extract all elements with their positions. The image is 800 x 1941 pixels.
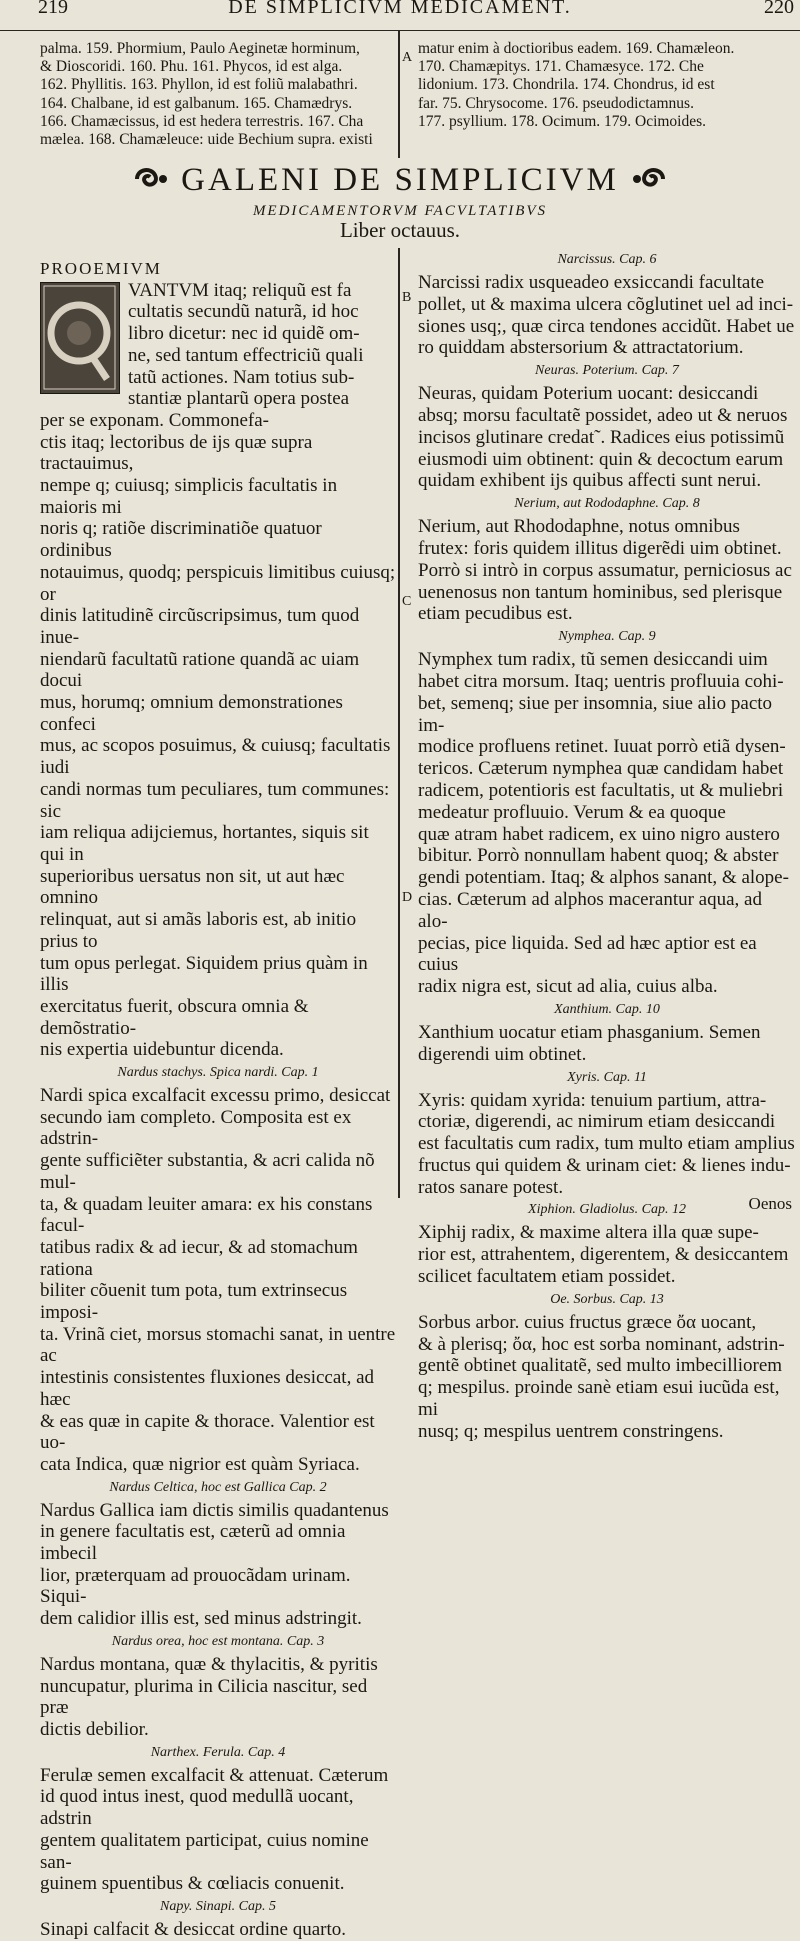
title-main: GALENI DE SIMPLICIVM bbox=[181, 162, 619, 198]
text-line: tatũ actiones. Nam totius sub- bbox=[128, 366, 355, 388]
text-line: cultatis secundũ naturã, id hoc bbox=[128, 301, 359, 323]
text-line: Sinapi calfacit & desiccat ordine quarto. bbox=[40, 1918, 346, 1940]
chapter-heading: Xanthium. Cap. 10 bbox=[554, 1001, 660, 1017]
text-line: etiam pecudibus est. bbox=[418, 603, 573, 625]
text-line: Xanthium uocatur etiam phasganium. Semen bbox=[418, 1021, 761, 1043]
text-line: 177. psyllium. 178. Ocimum. 179. Ocimoides. bbox=[418, 112, 707, 130]
text-line: nusq; q; mespilus uentrem constringens. bbox=[418, 1420, 724, 1442]
text-line: gentẽ obtinet qualitatẽ, sed multo imbecilliorem bbox=[418, 1355, 783, 1377]
chapter-body bbox=[40, 1765, 396, 1895]
text-line: dinis latitudinẽ circũscripsimus, tum quod inue- bbox=[40, 605, 360, 648]
text-line: ne, sed tantum effectriciũ quali bbox=[128, 344, 364, 366]
chapter-heading: Napy. Sinapi. Cap. 5 bbox=[160, 1898, 276, 1914]
text-line: est facultatis cum radix, tum multo etiam amplius bbox=[418, 1133, 795, 1155]
text-line: per se exponam. Commonefa- bbox=[40, 409, 269, 431]
text-line: gente sufficiẽter substantia, & acri calida nõ mul- bbox=[40, 1150, 375, 1193]
index-right bbox=[418, 40, 796, 131]
text-line: Nerium, aut Rhododaphne, notus omnibus bbox=[418, 516, 740, 538]
text-line: ctis itaq; lectoribus de ijs quæ supra tractauimus, bbox=[40, 431, 313, 475]
text-line: q; mespilus. proinde sanè etiam esui iucũda est, mi bbox=[418, 1377, 780, 1421]
text-line: Xyris: quidam xyrida: tenuium partium, attra- bbox=[418, 1089, 767, 1111]
text-line: ta. Vrinã ciet, morsus stomachi sanat, in uentre ac bbox=[40, 1323, 396, 1367]
text-line: secundo iam completo. Composita est ex adstrin- bbox=[40, 1106, 352, 1150]
left-chapters bbox=[40, 1063, 396, 1941]
text-line: Sorbus arbor. cuius fructus græce ὄα uocant, bbox=[418, 1311, 757, 1333]
text-line: uenenosus non tantum hominibus, sed plerisque bbox=[418, 581, 783, 603]
text-line: bet, semenq; siue per insomnia, siue alio pacto im- bbox=[418, 692, 773, 736]
text-line: gendi potentiam. Itaq; & alphos sanant, & alope- bbox=[418, 867, 789, 889]
text-line: quidam exhibent ijs quibus affecti sunt nerui. bbox=[418, 470, 762, 492]
chapter-body bbox=[418, 1022, 796, 1066]
chapter-heading: Narcissus. Cap. 6 bbox=[557, 252, 657, 267]
text-line: nuncupatur, plurima in Cilicia nascitur, sed præ bbox=[40, 1675, 368, 1719]
proem-heading: PROOEMIVM bbox=[40, 259, 162, 278]
text-line: mælea. 168. Chamæleuce: uide Bechium supra. existi bbox=[40, 131, 373, 149]
text-line: Nardi spica excalfacit excessu primo, desiccat bbox=[40, 1085, 391, 1107]
column-rule-top bbox=[398, 30, 400, 158]
text-line: in genere facultatis est, cæterũ ad omnia imbecil bbox=[40, 1521, 346, 1565]
text-line: nis expertia uidebuntur dicenda. bbox=[40, 1039, 284, 1061]
text-line: tatibus radix & ad iecur, & ad stomachum rationa bbox=[40, 1236, 358, 1280]
text-line: habet citra morsum. Itaq; uentris profluuia cohi- bbox=[418, 670, 784, 692]
text-line: 170. Chamæpitys. 171. Chamæsyce. 172. Che bbox=[418, 58, 704, 76]
chapter-heading: Narthex. Ferula. Cap. 4 bbox=[150, 1744, 286, 1760]
proem-text bbox=[40, 280, 396, 1061]
text-line: Xiphij radix, & maxime altera illa quæ supe- bbox=[418, 1222, 759, 1244]
text-line: frutex: foris quidem illitus digerẽdi uim obtinet. bbox=[418, 537, 782, 559]
text-line: rior est, attrahentem, digerentem, & desiccantem bbox=[418, 1244, 789, 1266]
text-line: VANTVM itaq; reliquũ est fa bbox=[128, 279, 352, 301]
text-line: iam reliqua adijciemus, hortantes, siquis sit qui in bbox=[40, 822, 369, 865]
text-line: Nymphex tum radix, tũ semen desiccandi uim bbox=[418, 649, 768, 671]
left-column bbox=[40, 258, 396, 1941]
margin-letter-a: A bbox=[402, 50, 413, 65]
chapter-body bbox=[40, 1654, 396, 1741]
margin-letter-c: C bbox=[402, 594, 412, 609]
text-line: stantiæ plantarũ opera postea bbox=[128, 388, 350, 410]
chapter-body bbox=[418, 1222, 796, 1287]
chapter-heading: Oe. Sorbus. Cap. 13 bbox=[550, 1291, 664, 1307]
text-line: tum opus perlegat. Siquidem prius quàm in illis bbox=[40, 952, 368, 996]
text-line: Neuras, quidam Poterium uocant: desiccandi bbox=[418, 383, 759, 405]
text-line: matur enim à doctioribus eadem. 169. Chamæleon. bbox=[418, 40, 735, 57]
text-line: ro quiddam abstersorium & attractatorium. bbox=[418, 337, 744, 359]
text-line: digerendi uim obtinet. bbox=[418, 1043, 587, 1065]
text-line: cata Indica, quæ nigrior est quàm Syriaca. bbox=[40, 1453, 360, 1475]
text-line: Nardus montana, quæ & thylacitis, & pyritis bbox=[40, 1653, 378, 1675]
text-line: mus, horumq; omnium demonstrationes confeci bbox=[40, 692, 343, 735]
decorated-initial-q bbox=[40, 282, 120, 394]
text-line: lior, præterquam ad prouocãdam urinam. Siqui- bbox=[40, 1564, 351, 1608]
text-line: fructus qui quidem & urinam ciet: & lienes indu- bbox=[418, 1154, 791, 1176]
chapter-heading: Neuras. Poterium. Cap. 7 bbox=[535, 363, 679, 379]
index-left bbox=[40, 40, 390, 149]
text-line: bibitur. Porrò nonnullam habent quoq; & abster bbox=[418, 845, 779, 867]
text-line: tericos. Cæterum nymphea quæ candidam habet bbox=[418, 758, 784, 780]
chapter-heading: Xyris. Cap. 11 bbox=[567, 1069, 647, 1085]
text-line: ta, & quadam leuiter amara: ex his constans facul- bbox=[40, 1193, 373, 1237]
chapter-body bbox=[40, 1500, 396, 1630]
text-line: medeatur profluuio. Verum & ea quoque bbox=[418, 801, 726, 823]
chapter-body bbox=[418, 1090, 796, 1199]
text-line: absq; morsu facultatẽ possidet, adeo ut & neruos bbox=[418, 404, 788, 426]
text-line: pecias, pice liquida. Sed ad hæc aptior est ea cuius bbox=[418, 932, 757, 976]
running-title: DE SIMPLICIVM MEDICAMENT. bbox=[228, 0, 572, 18]
column-rule-main bbox=[398, 248, 400, 1198]
text-line: 166. Chamæcissus, id est hedera terrestris. 167. Cha bbox=[40, 112, 364, 130]
text-line: noris q; ratiõe discriminatiõe quatuor ordinibus bbox=[40, 518, 322, 562]
text-line: lidonium. 173. Chondrila. 174. Chondrus, id est bbox=[418, 76, 715, 94]
catchword: Oenos bbox=[748, 1194, 792, 1213]
running-header bbox=[0, 0, 800, 31]
fleuron-right-icon bbox=[631, 164, 667, 201]
text-line: 162. Phyllitis. 163. Phyllon, id est foliũ malabathri. bbox=[40, 76, 358, 94]
chapter-heading: Nardus stachys. Spica nardi. Cap. 1 bbox=[117, 1065, 319, 1081]
book-title bbox=[0, 162, 800, 201]
chapter-body bbox=[418, 649, 796, 998]
text-line: & Dioscoridi. 160. Phu. 161. Phycos, id est alga. bbox=[40, 58, 343, 76]
text-line: cias. Cæterum ad alphos macerantur aqua, ad alo- bbox=[418, 888, 762, 932]
text-line: scilicet facultatem etiam possidet. bbox=[418, 1266, 676, 1288]
text-line: guinem spuentibus & cœliacis conuenit. bbox=[40, 1873, 345, 1895]
chapter-body bbox=[418, 516, 796, 625]
text-line: incisos glutinare credat˜. Radices eius potissimũ bbox=[418, 426, 785, 448]
page-number-right: 220 bbox=[764, 0, 794, 18]
chapter-heading: Nymphea. Cap. 9 bbox=[558, 629, 656, 645]
title-subtitle: MEDICAMENTORVM FACVLTATIBVS bbox=[252, 203, 548, 219]
margin-letter-b: B bbox=[402, 290, 412, 305]
text-line: libro dicetur: nec id quidẽ om- bbox=[128, 323, 360, 345]
text-line: notauimus, quodq; perspicuis limitibus cuiusq; or bbox=[40, 561, 396, 605]
right-chapters bbox=[418, 250, 796, 1443]
text-line: ctoriæ, digerendi, ac nimirum etiam desiccandi bbox=[418, 1111, 776, 1133]
text-line: relinquat, aut si amãs laboris est, ab initio prius to bbox=[40, 909, 357, 952]
page-number-left: 219 bbox=[38, 0, 68, 18]
chapter-body bbox=[40, 1085, 396, 1476]
text-line: ratos sanare potest. bbox=[418, 1176, 564, 1198]
text-line: niendarũ facultatũ ratione quandã ac uiam docui bbox=[40, 648, 360, 692]
text-line: Porrò si intrò in corpus assumatur, perniciosus ac bbox=[418, 559, 792, 581]
title-liber: Liber octauus. bbox=[339, 218, 461, 242]
text-line: palma. 159. Phormium, Paulo Aeginetæ horminum, bbox=[40, 40, 360, 57]
text-line: far. 75. Chrysocome. 176. pseudodictamnus. bbox=[418, 94, 694, 112]
text-line: pollet, ut & maxima ulcera cõglutinet uel ad inci- bbox=[418, 293, 794, 315]
chapter-body bbox=[418, 272, 796, 359]
text-line: candi normas tum peculiares, tum communes: sic bbox=[40, 778, 390, 822]
text-line: & eas quæ in capite & thorace. Valentior est uo- bbox=[40, 1410, 375, 1454]
chapter-heading: Xiphion. Gladiolus. Cap. 12 bbox=[528, 1202, 686, 1218]
text-line: intestinis consistentes fluxiones desiccat, ad hæc bbox=[40, 1367, 375, 1410]
text-line: biliter cõuenit tum pota, tum extrinsecus imposi- bbox=[40, 1280, 348, 1324]
text-line: Nardus Gallica iam dictis similis quadantenus bbox=[40, 1499, 389, 1521]
text-line: dictis debilior. bbox=[40, 1719, 149, 1740]
chapter-body bbox=[418, 383, 796, 492]
text-line: siones usq;, quæ circa tendones accidũt. Habet ue bbox=[418, 315, 795, 337]
text-line: eiusmodi uim obtinent: quin & decoctum earum bbox=[418, 448, 784, 470]
chapter-body bbox=[40, 1919, 396, 1941]
text-line: modice profluens retinet. Iuuat porrò etiã dysen- bbox=[418, 736, 786, 758]
text-line: dem calidior illis est, sed minus adstringit. bbox=[40, 1608, 362, 1630]
text-line: mus, ac scopos posuimus, & cuiusq; facultatis iudi bbox=[40, 735, 391, 779]
right-column bbox=[418, 248, 796, 1443]
text-line: Narcissi radix usqueadeo exsiccandi facultate bbox=[418, 272, 765, 293]
text-line: id quod intus inest, quod medullã uocant, adstrin bbox=[40, 1786, 354, 1830]
chapter-heading: Nardus orea, hoc est montana. Cap. 3 bbox=[111, 1633, 325, 1649]
text-line: & à plerisq; ὄα, hoc est sorba nominant, adstrin- bbox=[418, 1333, 785, 1355]
text-line: quæ atram habet radicem, ex uino nigro austero bbox=[418, 823, 780, 845]
fleuron-left-icon bbox=[133, 164, 169, 201]
margin-letter-d: D bbox=[402, 890, 413, 905]
text-line: exercitatus fuerit, obscura omnia & demõstratio- bbox=[40, 995, 309, 1039]
text-line: 164. Chalbane, id est galbanum. 165. Chamædrys. bbox=[40, 94, 353, 112]
chapter-heading: Nerium, aut Rododaphne. Cap. 8 bbox=[514, 496, 700, 512]
text-line: gentem qualitatem participat, cuius nomine san- bbox=[40, 1829, 369, 1873]
text-line: nempe q; cuiusq; simplicis facultatis in maioris mi bbox=[40, 475, 338, 518]
text-line: radicem, potentioris est facultatis, ut & muliebri bbox=[418, 779, 784, 801]
text-line: Ferulæ semen excalfacit & attenuat. Cæterum bbox=[40, 1764, 389, 1786]
text-line: radix nigra est, sicut ad alia, cuius alba. bbox=[418, 976, 718, 998]
chapter-body bbox=[418, 1312, 796, 1443]
chapter-heading: Nardus Celtica, hoc est Gallica Cap. 2 bbox=[109, 1479, 327, 1495]
text-line: superioribus uersatus non sit, ut aut hæc omnino bbox=[40, 865, 345, 909]
